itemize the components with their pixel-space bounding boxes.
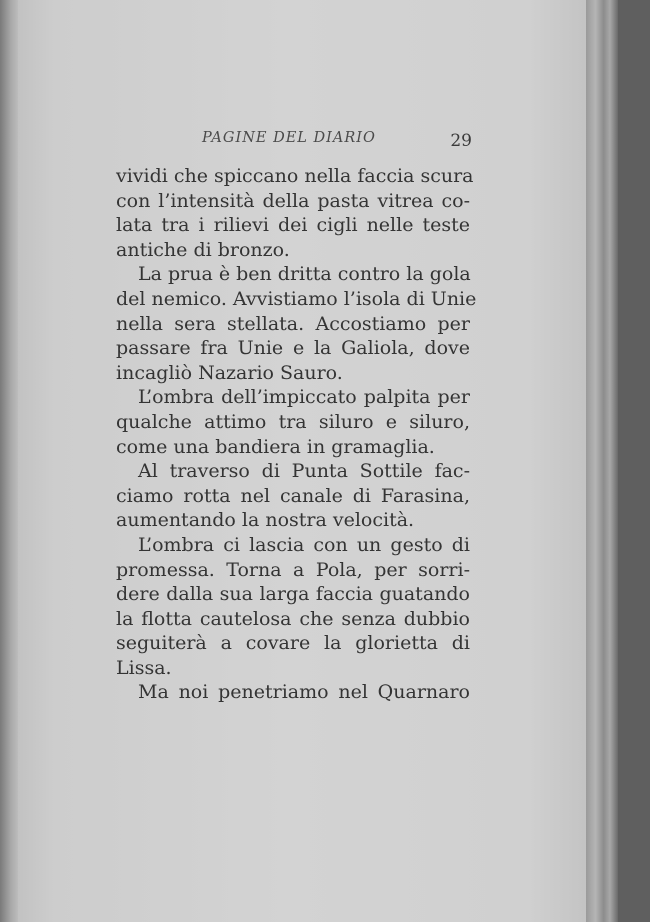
text-line: promessa. Torna a Pola, per sorri- [116, 558, 470, 581]
text-line: lata tra i rilievi dei cigli nelle teste [116, 214, 470, 237]
text-line: La prua è ben dritta contro la gola [138, 263, 471, 286]
text-line: L’ombra ci lascia con un gesto di [138, 533, 470, 556]
text-line: come una bandiera in gramaglia. [116, 435, 435, 458]
text-line: qualche attimo tra siluro e siluro, [116, 410, 470, 433]
text-line: dere dalla sua larga faccia guatando [116, 583, 470, 606]
page-number: 29 [450, 131, 472, 151]
text-line: passare fra Unie e la Galiola, dove [116, 337, 470, 360]
text-line: Ma noi penetriamo nel Quarnaro [138, 681, 470, 704]
text-line: incagliò Nazario Sauro. [116, 361, 343, 384]
page-stack-edge [586, 0, 618, 922]
text-line: Al traverso di Punta Sottile fac- [138, 460, 470, 483]
text-line: la flotta cautelosa che senza dubbio [116, 607, 470, 630]
running-head: PAGINE DEL DIARIO [202, 130, 376, 146]
text-line: aumentando la nostra velocità. [116, 509, 415, 532]
text-line: Lissa. [116, 656, 172, 679]
text-line: ciamo rotta nel canale di Farasina, [116, 484, 470, 507]
text-line: del nemico. Avvistiamo l’isola di Unie [116, 287, 477, 310]
page-header [116, 127, 474, 153]
text-line: con l’intensità della pasta vitrea co- [116, 189, 470, 212]
text-line: nella sera stellata. Accostiamo per [116, 312, 470, 335]
text-line: L’ombra dell’impiccato palpita per [138, 386, 470, 409]
text-line: vividi che spiccano nella faccia scura [116, 165, 474, 187]
body-text [116, 164, 477, 705]
book-gutter [0, 0, 18, 922]
text-line: antiche di bronzo. [116, 238, 290, 261]
text-line: seguiterà a covare la glorietta di [116, 632, 470, 655]
